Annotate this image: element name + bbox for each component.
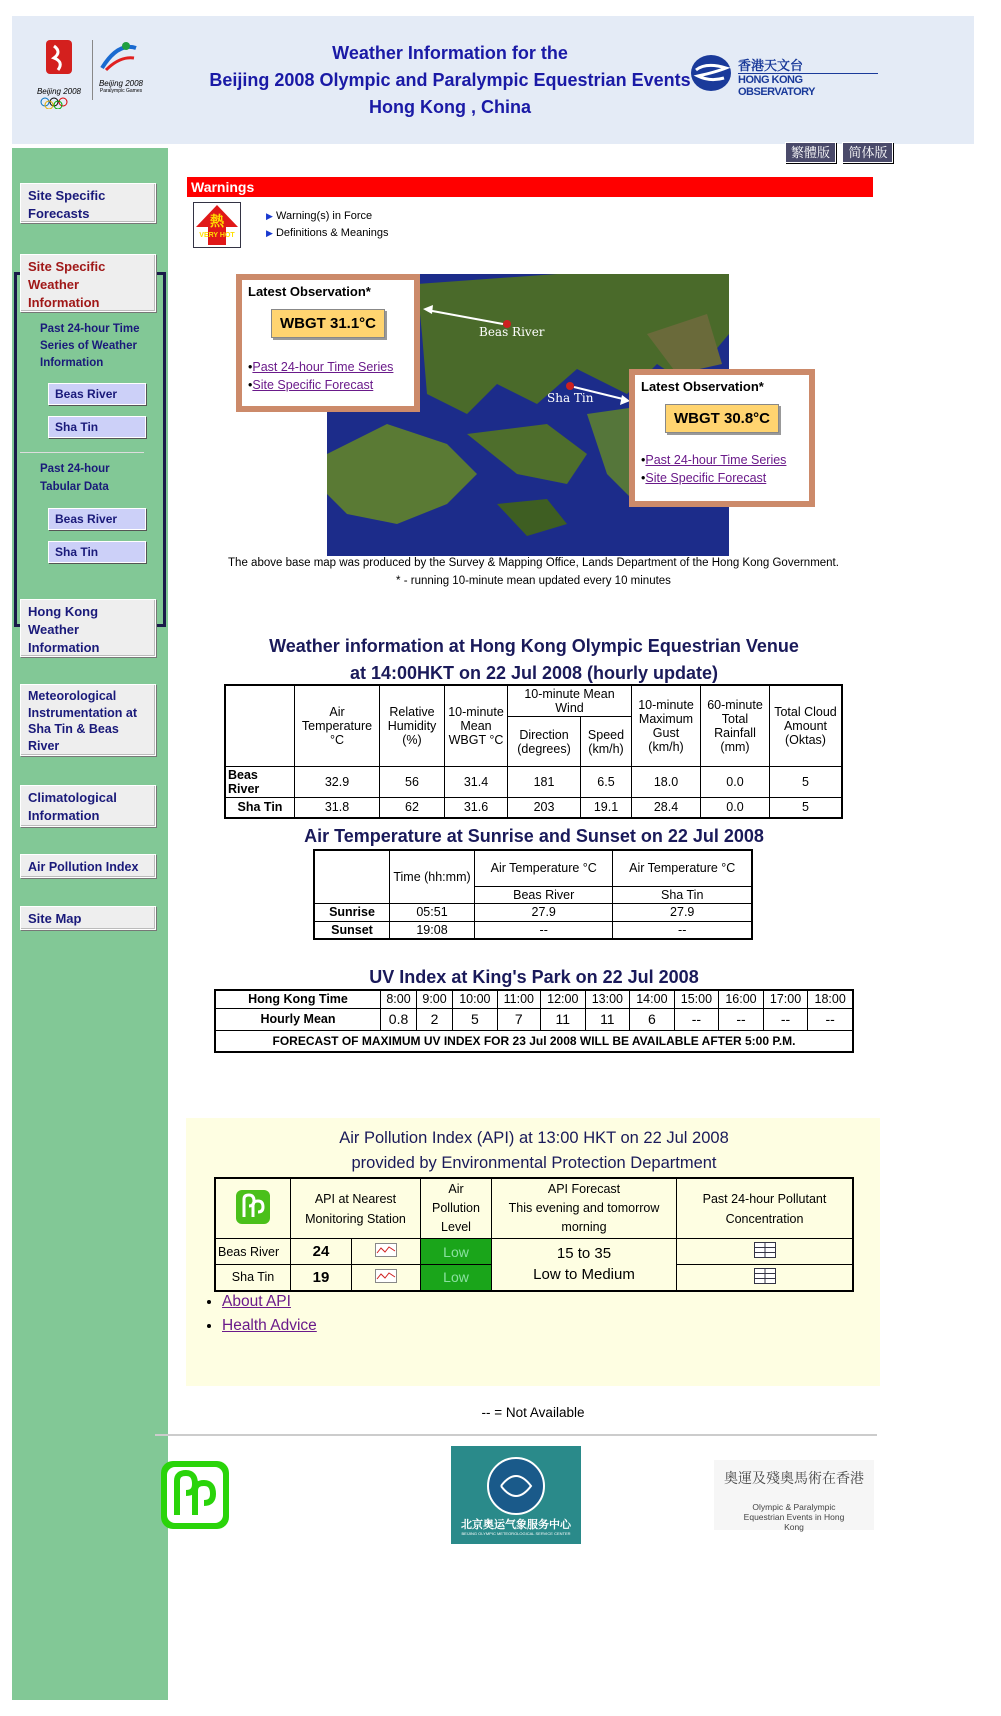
- sidebar-divider: [20, 452, 144, 453]
- sidebar-item-site-forecasts[interactable]: Site Specific Forecasts: [20, 183, 156, 223]
- footer-divider: [155, 1434, 877, 1436]
- equestrian-footer-logo[interactable]: 奧運及殘奧馬術在香港 Olympic & Paralympic Equestrian Events in Hong Kong: [714, 1460, 874, 1530]
- sidebar-item-site-weather[interactable]: Site Specific Weather Information: [20, 254, 156, 312]
- simplified-chinese-button[interactable]: 简体版: [842, 142, 893, 163]
- about-api-link[interactable]: About API: [222, 1293, 291, 1310]
- warnings-in-force-link[interactable]: ▶ Warning(s) in Force: [266, 210, 373, 222]
- epd-logo-icon: [235, 1189, 271, 1225]
- epd-logo-cell: [215, 1178, 291, 1239]
- table-row: Sunset 19:08 -- --: [314, 921, 752, 939]
- sha-tin-observation-box: Latest Observation* WBGT 30.8°C •Past 24-hour Time Series •Site Specific Forecast: [629, 369, 815, 507]
- epd-footer-logo[interactable]: [159, 1459, 231, 1531]
- uv-index-table: Hong Kong Time 8:00 9:00 10:00 11:00 12:00 13:00 14:00 15:00 16:00 17:00 18:00 Hourly Mean 0.8 2 5 7 11 11 6 -- -- -- -- FORECAST OF MAXIMUM UV INDEX FOR 23 Jul 2008 WILL BE AVAILABLE AFTER 5:00 P.M.: [214, 989, 854, 1053]
- sun-temperature-table: Time (hh:mm) Air Temperature °C Air Temperature °C Beas River Sha Tin Sunrise 05:51 27.9 27.9 Sunset 19:08 -- --: [313, 849, 753, 940]
- map-credit-note: The above base map was produced by the Survey & Mapping Office, Lands Department of the Hong Kong Government.: [228, 557, 839, 569]
- venue-title: Weather information at Hong Kong Olympic Equestrian Venue at 14:00HKT on 22 Jul 2008 (hourly update): [269, 636, 799, 683]
- uv-title: UV Index at King's Park on 22 Jul 2008: [369, 967, 699, 987]
- beas-river-map-label: Beas River: [479, 325, 545, 339]
- concentration-table-link-beas[interactable]: [677, 1239, 854, 1265]
- beas-forecast-link[interactable]: Site Specific Forecast: [252, 378, 374, 392]
- api-table: API at Nearest Monitoring Station Air Pollution Level API Forecast This evening and tomorrow morning Past 24-hour Pollutant Concentration Beas River 24 Low 15 to 35 Low to Medium Sha Tin 19 Low: [214, 1177, 854, 1292]
- sidebar-item-sha-time[interactable]: Sha Tin: [48, 416, 146, 438]
- sidebar-item-beas-tab[interactable]: Beas River: [48, 508, 146, 530]
- data-table-icon: [754, 1268, 776, 1284]
- hko-logo[interactable]: 香港天文台 HONG KONG OBSERVATORY: [690, 52, 885, 94]
- sidebar-item-hk-weather[interactable]: Hong Kong Weather Information: [20, 599, 156, 657]
- sidebar-item-api[interactable]: Air Pollution Index: [20, 854, 156, 878]
- sha-tin-map-label: Sha Tin: [547, 391, 594, 405]
- sidebar-item-climatological[interactable]: Climatological Information: [20, 785, 156, 827]
- api-level-beas: Low: [421, 1239, 492, 1265]
- warning-links: [266, 208, 389, 242]
- not-available-note: -- = Not Available: [481, 1405, 585, 1420]
- running-mean-note: * - running 10-minute mean updated every 10 minutes: [396, 575, 671, 587]
- api-chart-link-sha[interactable]: [352, 1265, 421, 1291]
- table-row: Sha Tin 31.8 62 31.6 203 19.1 28.4 0.0 5: [225, 798, 842, 818]
- sidebar-label-past24-time[interactable]: Past 24-hour Time Series of Weather Information: [40, 323, 140, 369]
- sha-time-series-link[interactable]: Past 24-hour Time Series: [645, 453, 787, 467]
- language-switcher: [785, 142, 893, 162]
- sidebar-label-past24-tabular[interactable]: Past 24-hour Tabular Data: [40, 463, 110, 493]
- api-title: Air Pollution Index (API) at 13:00 HKT on 22 Jul 2008 provided by Environmental Protection Department: [339, 1129, 729, 1172]
- api-chart-link-beas[interactable]: [352, 1239, 421, 1265]
- trend-chart-icon: [375, 1243, 397, 1257]
- concentration-table-link-sha[interactable]: [677, 1265, 854, 1291]
- hko-emblem-icon: [690, 54, 732, 92]
- api-links: [186, 1290, 317, 1338]
- sidebar-item-beas-time[interactable]: Beas River: [48, 383, 146, 405]
- trend-chart-icon: [375, 1269, 397, 1283]
- table-row: Beas River 32.9 56 31.4 181 6.5 18.0 0.0 5: [225, 767, 842, 798]
- sha-wbgt-value: WBGT 30.8°C: [665, 404, 779, 433]
- venue-weather-table: Air Temperature °C Relative Humidity (%) 10-minute Mean WBGT °C 10-minute Mean Wind 10-minute Maximum Gust (km/h) 60-minute Total Rainfall (mm) Total Cloud Amount (Oktas) Direction (degrees) Speed (km/h) Beas River 32.9 56 31.4 181 6.5 18.0 0.0 5 Sha Tin 31.8 62 31.6 203 19.1 28.4 0.0 5: [224, 684, 843, 819]
- api-level-sha: Low: [421, 1265, 492, 1291]
- traditional-chinese-button[interactable]: 繁體版: [785, 142, 836, 163]
- page-title: Weather Information for the Beijing 2008 Olympic and Paralympic Equestrian Events Hong Kong , China: [209, 43, 691, 117]
- data-table-icon: [754, 1242, 776, 1258]
- beas-time-series-link[interactable]: Past 24-hour Time Series: [252, 360, 394, 374]
- table-row: Beas River 24 Low 15 to 35 Low to Medium: [215, 1239, 853, 1265]
- warnings-bar: Warnings: [187, 177, 873, 197]
- sidebar-item-sha-tab[interactable]: Sha Tin: [48, 541, 146, 563]
- sidebar-item-met-instrumentation[interactable]: Meteorological Instrumentation at Sha Tin & Beas River: [20, 684, 156, 756]
- very-hot-warning-icon[interactable]: 熱 VERY HOT: [193, 202, 241, 248]
- bomsc-footer-logo[interactable]: 北京奥运气象服务中心 BEIJING OLYMPIC METEOROLOGICAL SERVICE CENTER: [451, 1446, 581, 1544]
- beas-river-observation-box: Latest Observation* WBGT 31.1°C •Past 24-hour Time Series •Site Specific Forecast: [236, 274, 420, 412]
- sun-title: Air Temperature at Sunrise and Sunset on 22 Jul 2008: [304, 826, 764, 846]
- sidebar-item-site-map[interactable]: Site Map: [20, 906, 156, 930]
- paralympic-logo[interactable]: Beijing 2008 Paralympic Games: [92, 40, 146, 100]
- table-row: Sunrise 05:51 27.9 27.9: [314, 903, 752, 921]
- health-advice-link[interactable]: Health Advice: [222, 1317, 317, 1334]
- beijing-2008-logo[interactable]: Beijing 2008: [36, 38, 82, 102]
- beas-wbgt-value: WBGT 31.1°C: [271, 309, 385, 338]
- table-row: Sha Tin 19 Low: [215, 1265, 853, 1291]
- definitions-link[interactable]: ▶ Definitions & Meanings: [266, 227, 389, 239]
- sha-forecast-link[interactable]: Site Specific Forecast: [645, 471, 767, 485]
